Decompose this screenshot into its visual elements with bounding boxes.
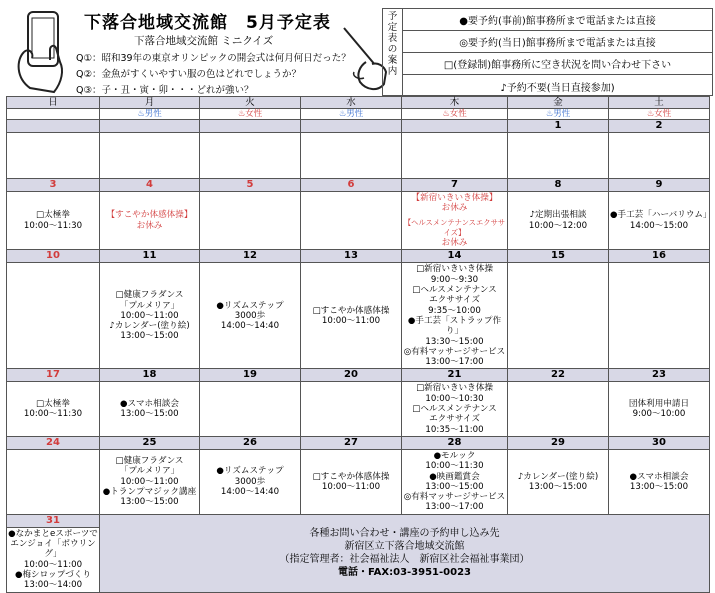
event-line: □すこやか体感体操 — [312, 305, 390, 316]
event-line: お休み — [441, 238, 468, 249]
weekday-thu: 木 — [402, 97, 508, 109]
event-line: □健康フラダンス — [115, 290, 184, 301]
date-row — [7, 436, 710, 449]
event-cell — [301, 449, 402, 514]
date-row — [7, 514, 710, 527]
event-cell — [200, 263, 301, 369]
date-cell: 26 — [200, 436, 301, 449]
event-line: ●トランプマジック講座 — [102, 486, 197, 497]
date-cell: 6 — [301, 179, 402, 192]
date-cell: 8 — [508, 179, 609, 192]
bath-tue: ♨女性 — [200, 109, 301, 120]
weekday-wed: 水 — [301, 97, 402, 109]
event-line: □新宿いきいき体操 — [416, 264, 493, 275]
event-cell — [402, 382, 508, 436]
event-line: 13:00～15:00 — [120, 331, 179, 342]
event-line: 3000歩 — [234, 310, 266, 321]
event-cell — [609, 263, 710, 369]
quiz-title: 下落合地域交流館 ミニクイズ — [134, 35, 274, 47]
event-cell — [100, 192, 200, 250]
event-line: ●モルック — [433, 450, 476, 461]
weekday-tue: 火 — [200, 97, 301, 109]
date-row — [7, 369, 710, 382]
notice-reservation-advance: ●要予約(事前)館事務所まで電話または直接 — [403, 9, 712, 31]
quiz-question-2: Q②：金魚がすくいやすい服の色はどれでしょうか？ — [76, 69, 301, 80]
event-line: ●リズムステップ — [216, 466, 284, 477]
notice-no-reservation: ♪予約不要(当日直接参加) — [500, 82, 615, 94]
event-cell — [609, 192, 710, 250]
event-cell — [200, 449, 301, 514]
event-line: エクササイズ — [429, 295, 480, 306]
event-cell — [508, 382, 609, 436]
date-cell: 21 — [402, 369, 508, 382]
events-row — [7, 133, 710, 179]
event-line: 10:00～11:00 — [23, 559, 83, 570]
notice-registration: □(登録制)館事務所に空き状況を問い合わせ下さい — [403, 53, 712, 75]
date-cell: 10 — [7, 250, 100, 263]
event-line: 【新宿いきいき体操】 — [411, 193, 498, 203]
event-line: 13:00～15:00 — [629, 481, 689, 492]
header — [6, 4, 709, 96]
date-cell: 28 — [402, 436, 508, 449]
event-line: 3000歩 — [234, 476, 266, 487]
event-line: 10:00～11:00 — [120, 310, 179, 321]
date-cell: 18 — [100, 369, 200, 382]
event-line: □ヘルスメンテナンス — [412, 285, 497, 296]
event-line: お休み — [136, 220, 163, 231]
event-line: 13:00～17:00 — [425, 357, 484, 368]
event-cell — [402, 263, 508, 369]
weekday-sun: 日 — [7, 97, 100, 109]
event-line: □ヘルスメンテナンス — [412, 404, 497, 415]
event-line: 13:00～15:00 — [425, 481, 484, 492]
event-cell — [7, 527, 100, 592]
date-cell: 11 — [100, 250, 200, 263]
date-cell — [7, 120, 100, 133]
event-line: ●手工芸「ストラップ作り」 — [407, 315, 502, 337]
date-cell: 13 — [301, 250, 402, 263]
event-line: 10:35～11:00 — [425, 424, 484, 435]
event-line: ◎有料マッサージサービス — [403, 492, 506, 503]
event-line: 10:00～12:00 — [528, 220, 588, 231]
date-cell: 20 — [301, 369, 402, 382]
event-cell — [100, 133, 200, 179]
event-line: 【ヘルスメンテナンスエクササイズ】 — [403, 217, 506, 237]
event-cell — [7, 382, 100, 436]
smartphone-hand-illustration — [10, 8, 76, 94]
event-cell — [100, 449, 200, 514]
event-line: 14:00～14:40 — [220, 486, 280, 497]
event-line: エクササイズ — [429, 414, 480, 425]
event-line: ●手工芸「ハーバリウム」 — [610, 210, 712, 221]
event-cell — [301, 263, 402, 369]
date-cell: 1 — [508, 120, 609, 133]
event-cell — [402, 449, 508, 514]
event-cell — [7, 192, 100, 250]
event-line: 10:00～11:30 — [425, 461, 484, 472]
event-line: 10:00～11:00 — [321, 315, 381, 326]
event-cell — [7, 263, 100, 369]
date-cell: 15 — [508, 250, 609, 263]
event-line: 10:00～11:30 — [23, 409, 83, 420]
event-line: 10:00～11:30 — [23, 220, 83, 231]
date-cell: 29 — [508, 436, 609, 449]
writing-hand-illustration — [336, 22, 388, 94]
weekday-header — [7, 97, 710, 109]
event-line: □すこやか体感体操 — [312, 471, 390, 482]
date-cell: 16 — [609, 250, 710, 263]
calendar — [6, 96, 710, 593]
event-cell — [100, 382, 200, 436]
notice-legend — [402, 8, 713, 96]
event-line: ◎有料マッサージサービス — [403, 346, 506, 357]
date-cell — [301, 120, 402, 133]
date-cell: 2 — [609, 120, 710, 133]
event-line: □太極拳 — [36, 210, 70, 221]
event-line: ●スマホ相談会 — [629, 471, 689, 482]
weekday-mon: 月 — [100, 97, 200, 109]
date-cell: 25 — [100, 436, 200, 449]
event-cell — [402, 192, 508, 250]
event-cell — [100, 263, 200, 369]
date-cell: 5 — [200, 179, 301, 192]
notice-label: 予 定 表 の 案 内 — [382, 8, 402, 96]
event-line: 【すこやか体感体操】 — [106, 210, 193, 221]
page-title: 下落合地域交流館 5月予定表 — [84, 13, 331, 33]
date-cell: 4 — [100, 179, 200, 192]
event-line: ●スマホ相談会 — [120, 398, 179, 409]
bath-mon: ♨男性 — [100, 109, 200, 120]
event-line: □新宿いきいき体操 — [416, 383, 493, 394]
event-line: ●なかまとeスポーツで — [8, 528, 98, 539]
contact-facility: 新宿区立下落合地域交流館 — [344, 541, 465, 553]
date-cell: 17 — [7, 369, 100, 382]
weekday-sat: 土 — [609, 97, 710, 109]
event-line: ♪定期出張相談 — [529, 210, 587, 221]
event-line: 13:00～17:00 — [425, 502, 484, 513]
bath-sun — [7, 109, 100, 120]
event-line: 14:00～15:00 — [629, 220, 689, 231]
date-cell: 30 — [609, 436, 710, 449]
event-line: お休み — [441, 203, 468, 214]
date-cell: 9 — [609, 179, 710, 192]
bath-sat: ♨女性 — [609, 109, 710, 120]
event-line: ●映画鑑賞会 — [429, 471, 480, 482]
date-cell: 27 — [301, 436, 402, 449]
date-cell: 3 — [7, 179, 100, 192]
event-cell — [301, 192, 402, 250]
weekday-fri: 金 — [508, 97, 609, 109]
bath-wed: ♨男性 — [301, 109, 402, 120]
bath-thu: ♨女性 — [402, 109, 508, 120]
events-row — [7, 263, 710, 369]
date-row — [7, 250, 710, 263]
quiz-question-1: Q①：昭和39年の東京オリンピックの開会式は何月何日だった？ — [76, 53, 351, 64]
date-row — [7, 120, 710, 133]
event-cell — [301, 382, 402, 436]
event-line: 13:00～15:00 — [120, 409, 179, 420]
bath-schedule-row — [7, 109, 710, 120]
event-cell — [200, 382, 301, 436]
event-line: 14:00～14:40 — [220, 321, 280, 332]
date-row — [7, 179, 710, 192]
date-cell: 14 — [402, 250, 508, 263]
event-cell — [508, 263, 609, 369]
event-cell — [7, 133, 100, 179]
event-line: ●リズムステップ — [216, 300, 284, 311]
event-line: 「プルメリア」 — [119, 466, 180, 477]
event-cell — [609, 382, 710, 436]
event-line: エンジョイ「ボウリング」 — [10, 539, 96, 560]
event-line: ♪カレンダー(塗り絵) — [517, 471, 599, 482]
event-cell — [200, 192, 301, 250]
date-cell: 12 — [200, 250, 301, 263]
event-line: 13:00～15:00 — [120, 497, 179, 508]
event-line: 団体利用申請日 — [628, 398, 690, 409]
event-cell — [609, 449, 710, 514]
events-row — [7, 449, 710, 514]
events-row — [7, 382, 710, 436]
date-cell: 7 — [402, 179, 508, 192]
event-line: 「プルメリア」 — [119, 300, 180, 311]
bath-fri: ♨男性 — [508, 109, 609, 120]
date-cell: 22 — [508, 369, 609, 382]
event-line: ●梅シロップづくり — [14, 569, 92, 580]
contact-manager: （指定管理者：社会福祉法人 新宿区社会福祉事業団） — [279, 554, 530, 566]
event-cell — [402, 133, 508, 179]
event-line: 9:00～10:00 — [632, 409, 686, 420]
event-line: 13:00～14:00 — [23, 580, 83, 591]
event-cell — [609, 133, 710, 179]
events-row — [7, 192, 710, 250]
event-cell — [301, 133, 402, 179]
event-cell — [7, 449, 100, 514]
contact-info — [100, 514, 710, 592]
event-line: 10:00～10:30 — [425, 393, 484, 404]
notice-reservation-same-day: ◎要予約(当日)館事務所まで電話または直接 — [403, 31, 712, 53]
event-line: □太極拳 — [36, 398, 70, 409]
event-line: 9:00～9:30 — [430, 274, 479, 285]
date-cell — [100, 120, 200, 133]
date-cell: 23 — [609, 369, 710, 382]
event-line: 13:30～15:00 — [425, 336, 484, 347]
contact-phone: 電話・FAX:03-3951-0023 — [337, 567, 471, 579]
event-cell — [508, 192, 609, 250]
date-cell: 24 — [7, 436, 100, 449]
date-cell: 19 — [200, 369, 301, 382]
event-cell — [200, 133, 301, 179]
date-cell — [200, 120, 301, 133]
event-line: ♪カレンダー(塗り絵) — [109, 321, 190, 332]
event-cell — [508, 449, 609, 514]
event-cell — [508, 133, 609, 179]
event-line: □健康フラダンス — [115, 456, 184, 467]
event-line: 10:00～11:00 — [321, 481, 381, 492]
contact-heading: 各種お問い合わせ・講座の予約申し込み先 — [309, 528, 500, 540]
event-line: 9:35～10:00 — [428, 305, 481, 316]
quiz-question-3: Q③：子・丑・寅・卯・・・どれが強い？ — [76, 85, 254, 96]
date-cell — [402, 120, 508, 133]
event-line: 13:00～15:00 — [528, 481, 588, 492]
date-cell: 31 — [7, 514, 100, 527]
event-line: 10:00～11:00 — [120, 476, 179, 487]
